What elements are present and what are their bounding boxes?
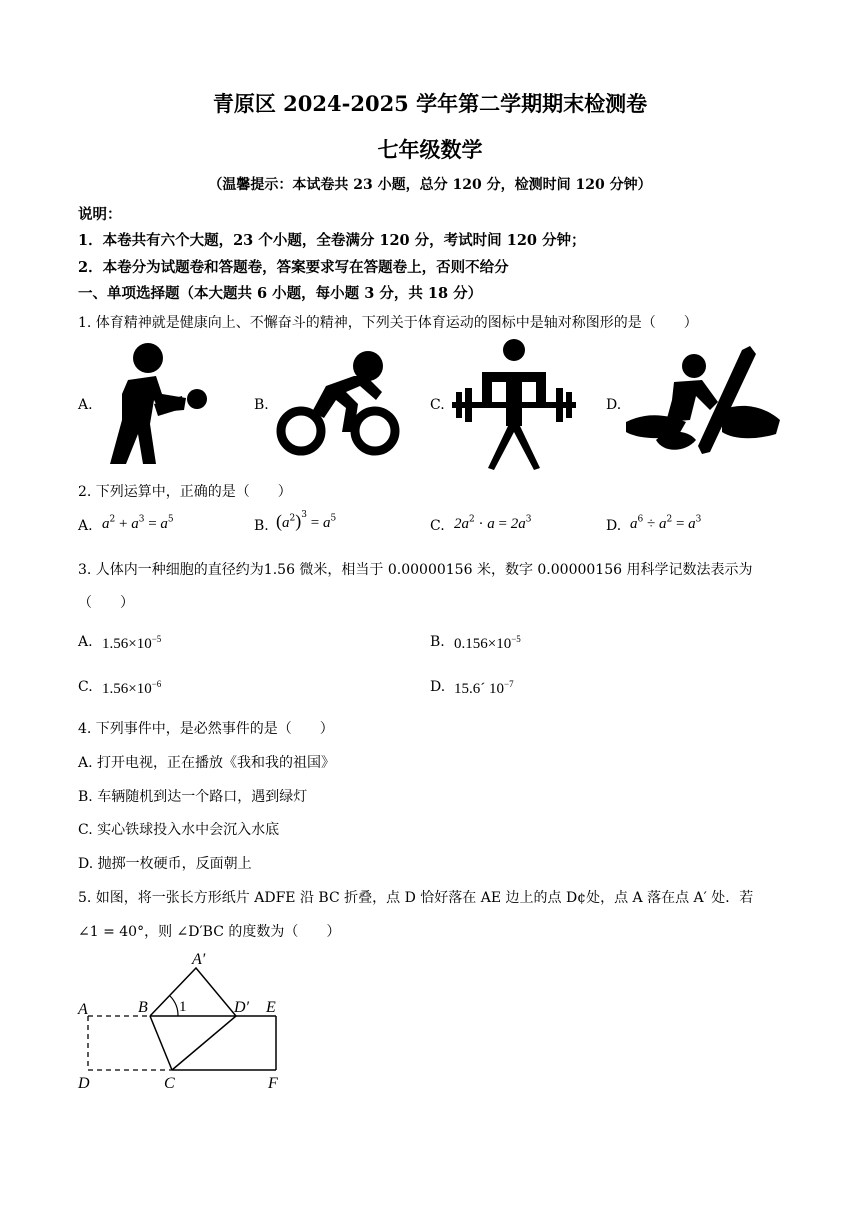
q3-option-b-value: $0.156\times 10^{-5}$ bbox=[454, 634, 521, 652]
cyclist-icon bbox=[272, 346, 404, 456]
q3-stem-line2: （ ） bbox=[78, 595, 134, 611]
weightlifter-icon bbox=[448, 336, 580, 471]
angle-1-label: 1 bbox=[179, 999, 187, 1015]
q1-option-a-label: A. bbox=[78, 397, 93, 413]
note-item-2: 2．本卷分为试题卷和答题卷，答案要求写在答题卷上，否则不给分 bbox=[78, 259, 509, 276]
q5-stem-line1: 5. 如图，将一张长方形纸片 ADFE 沿 BC 折叠，点 D 恰好落在 AE 边上的点 D¢处，点 A 落在点 A′ 处．若 bbox=[78, 890, 754, 906]
q2-option-a-expr: $a^2 + a^3 = a^5$ bbox=[102, 514, 174, 532]
point-e-label: E bbox=[266, 999, 276, 1016]
q5-folding-figure bbox=[74, 950, 294, 1095]
q4-stem: 4. 下列事件中，是必然事件的是（ ） bbox=[78, 721, 334, 737]
q2-option-b-expr: $(a^2)^3 = a^5$ bbox=[276, 509, 337, 531]
q2-option-c-label: C. bbox=[430, 518, 445, 534]
point-a-prime-label: A′ bbox=[192, 951, 206, 968]
exam-title: 青原区 2024-2025 学年第二学期期末检测卷 bbox=[212, 91, 648, 116]
q2-stem: 2. 下列运算中，正确的是（ ） bbox=[78, 484, 292, 500]
kayaker-icon bbox=[626, 344, 780, 456]
q3-option-d-label: D. bbox=[430, 679, 446, 695]
q3-option-b-label: B. bbox=[430, 634, 445, 650]
q1-option-c-label: C. bbox=[430, 397, 445, 413]
q3-option-d-value: 15.6´ $10^{-7}$ bbox=[454, 679, 514, 697]
q3-option-a-value: $1.56\times 10^{-5}$ bbox=[102, 634, 162, 652]
point-d-label: D bbox=[78, 1075, 90, 1092]
exam-tip: （温馨提示：本试卷共 23 小题，总分 120 分，检测时间 120 分钟） bbox=[208, 177, 652, 193]
q2-option-a-label: A. bbox=[78, 518, 93, 534]
q2-option-c-expr: $2a^2 \cdot a = 2a^3$ bbox=[454, 514, 532, 532]
notes-label: 说明： bbox=[78, 206, 122, 223]
point-a-label: A bbox=[78, 1001, 88, 1018]
q3-option-c-label: C. bbox=[78, 679, 93, 695]
q4-option-d: D. 抛掷一枚硬币，反面朝上 bbox=[78, 856, 252, 872]
q1-option-d-label: D. bbox=[606, 397, 622, 413]
q2-option-d-expr: $a^6 \div a^2 = a^3$ bbox=[630, 514, 702, 532]
volleyball-player-icon bbox=[98, 340, 213, 465]
q3-option-c-value: $1.56\times 10^{-6}$ bbox=[102, 679, 162, 697]
exam-subtitle: 七年级数学 bbox=[377, 137, 483, 162]
point-c-label: C bbox=[164, 1075, 175, 1092]
q4-option-c: C. 实心铁球投入水中会沉入水底 bbox=[78, 822, 280, 838]
section1-heading: 一、单项选择题（本大题共 6 小题，每小题 3 分，共 18 分） bbox=[78, 285, 483, 302]
point-d-prime-label: D′ bbox=[234, 999, 250, 1016]
q1-option-b-label: B. bbox=[254, 397, 269, 413]
q3-option-a-label: A. bbox=[78, 634, 93, 650]
q4-option-a: A. 打开电视，正在播放《我和我的祖国》 bbox=[78, 755, 336, 771]
q3-stem-line1: 3. 人体内一种细胞的直径约为1.56 微米，相当于 0.00000156 米，数字 0.00000156 用科学记数法表示为 bbox=[78, 562, 753, 578]
point-f-label: F bbox=[268, 1075, 278, 1092]
point-b-label: B bbox=[138, 999, 148, 1016]
q2-option-b-label: B. bbox=[254, 518, 269, 534]
q2-option-d-label: D. bbox=[606, 518, 622, 534]
q4-option-b: B. 车辆随机到达一个路口，遇到绿灯 bbox=[78, 789, 308, 805]
q1-stem: 1. 体育精神就是健康向上、不懈奋斗的精神，下列关于体育运动的图标中是轴对称图形的是（ ） bbox=[78, 315, 698, 331]
note-item-1: 1．本卷共有六个大题，23 个小题，全卷满分 120 分，考试时间 120 分钟； bbox=[78, 232, 586, 249]
q5-stem-line2: ∠1 = 40°，则 ∠D′BC 的度数为（ ） bbox=[78, 924, 341, 940]
